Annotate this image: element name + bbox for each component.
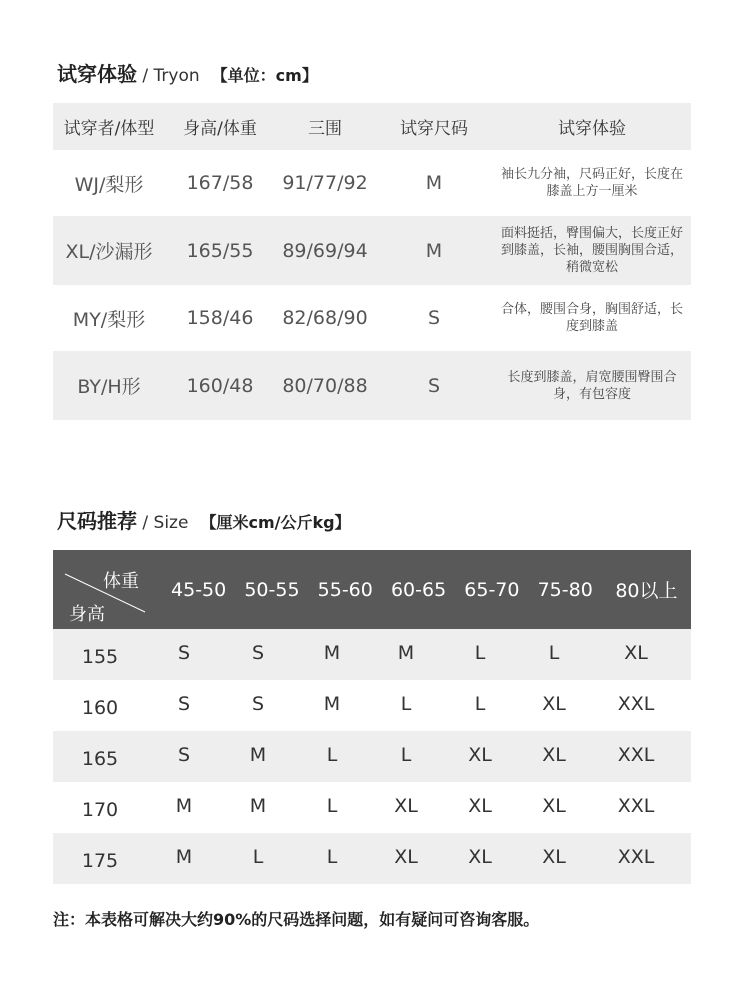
size-cell: XL	[394, 845, 418, 868]
tryon-header-cell: 试穿者/体型	[63, 119, 155, 139]
weight-col-header: 75-80	[537, 578, 593, 601]
tryon-table-header	[53, 103, 691, 150]
tryon-cell: BY/H形	[77, 376, 141, 398]
table-row	[53, 833, 691, 884]
height-cell: 170	[81, 798, 119, 821]
tryon-section-title	[57, 58, 318, 87]
height-cell: 155	[81, 645, 119, 668]
tryon-cell: 91/77/92	[282, 172, 368, 194]
tryon-cell: S	[427, 374, 441, 397]
size-cell: XL	[394, 794, 418, 817]
size-unit: 【厘米cm/公斤kg】	[200, 513, 351, 532]
size-cell: XL	[468, 794, 492, 817]
table-row	[53, 629, 691, 680]
size-cell: M	[323, 692, 341, 715]
tryon-cell: 160/48	[186, 374, 254, 397]
size-cell: XL	[468, 743, 492, 766]
tryon-cell: 82/68/90	[282, 307, 368, 329]
size-cell: L	[326, 794, 338, 817]
height-cell: 175	[81, 849, 119, 872]
tryon-cell: 长度到膝盖，肩宽腰围臀围合身，有包容度	[507, 369, 677, 402]
table-row	[53, 680, 691, 731]
height-cell: 160	[81, 696, 119, 719]
size-cell: XXL	[617, 845, 655, 868]
size-cell: XXL	[617, 743, 655, 766]
tryon-cell: 167/58	[186, 172, 254, 194]
corner-weight-label: 体重	[103, 571, 139, 592]
weight-col-header: 55-60	[317, 578, 373, 601]
tryon-cell: 89/69/94	[282, 239, 368, 262]
tryon-header-cell: 试穿尺码	[400, 119, 468, 139]
tryon-cell: 165/55	[186, 239, 254, 262]
footnote: 注：本表格可解决大约90%的尺码选择问题，如有疑问可咨询客服。	[53, 910, 540, 929]
size-title-cn: 尺码推荐	[57, 509, 137, 533]
size-cell: M	[249, 794, 267, 817]
table-row	[53, 782, 691, 833]
tryon-header-cell: 三围	[308, 119, 342, 139]
size-cell: M	[397, 641, 415, 664]
size-cell: M	[175, 794, 193, 817]
size-cell: XXL	[617, 794, 655, 817]
tryon-cell: 袖长九分袖，尺码正好，长度在膝盖上方一厘米	[500, 167, 683, 199]
size-title-en: Size	[153, 513, 189, 533]
tryon-header-cell: 试穿体验	[558, 119, 626, 139]
tryon-cell: MY/梨形	[72, 308, 146, 331]
size-cell: L	[326, 743, 338, 766]
tryon-cell: M	[425, 172, 443, 194]
size-cell: L	[548, 641, 560, 664]
size-cell: XL	[624, 641, 648, 664]
table-row	[53, 150, 691, 216]
size-cell: L	[474, 641, 486, 664]
size-cell: L	[252, 845, 264, 868]
size-cell: L	[474, 692, 486, 715]
tryon-cell: 合体，腰围合身，胸围舒适，长度到膝盖	[500, 302, 683, 334]
tryon-header-cell: 身高/体重	[183, 119, 257, 139]
tryon-cell: 面料挺括，臀围偏大，长度正好到膝盖，长袖，腰围胸围合适，稍微宽松	[500, 226, 683, 275]
size-cell: XL	[542, 743, 566, 766]
weight-col-header: 60-65	[390, 578, 447, 601]
size-cell: L	[400, 743, 412, 766]
size-cell: L	[326, 845, 338, 868]
corner-height-label: 身高	[69, 604, 105, 625]
tryon-cell: WJ/梨形	[74, 173, 144, 196]
tryon-title-en: Tryon	[153, 66, 200, 86]
weight-col-header: 80以上	[615, 580, 678, 602]
corner-cell	[53, 550, 162, 629]
weight-col-header: 45-50	[171, 578, 227, 601]
size-cell: S	[177, 641, 191, 664]
size-table-header	[53, 550, 691, 629]
table-row	[53, 285, 691, 351]
tryon-cell: S	[427, 307, 441, 329]
tryon-table	[53, 103, 691, 420]
tryon-cell: M	[425, 239, 443, 262]
size-cell: S	[251, 692, 265, 715]
size-table	[53, 550, 691, 884]
size-cell: XL	[542, 794, 566, 817]
tryon-cell: 158/46	[186, 307, 254, 329]
size-cell: S	[177, 692, 191, 715]
tryon-cell: 80/70/88	[282, 374, 368, 397]
size-title-sep: /	[137, 513, 154, 533]
weight-col-header: 65-70	[464, 578, 520, 601]
size-cell: XL	[542, 692, 566, 715]
table-row	[53, 216, 691, 285]
size-cell: XL	[468, 845, 492, 868]
tryon-title-sep: /	[137, 66, 154, 86]
size-cell: XXL	[617, 692, 655, 715]
table-row	[53, 731, 691, 782]
size-cell: L	[400, 692, 412, 715]
height-cell: 165	[81, 747, 119, 770]
size-cell: S	[251, 641, 265, 664]
weight-col-header: 50-55	[244, 578, 300, 601]
tryon-unit: 【单位：cm】	[211, 66, 318, 85]
tryon-cell: XL/沙漏形	[65, 241, 153, 263]
size-section-title	[57, 505, 351, 534]
size-cell: M	[175, 845, 193, 868]
table-row	[53, 351, 691, 420]
size-cell: XL	[542, 845, 566, 868]
size-cell: M	[249, 743, 267, 766]
size-cell: M	[323, 641, 341, 664]
tryon-title-cn: 试穿体验	[57, 62, 137, 86]
size-cell: S	[177, 743, 191, 766]
